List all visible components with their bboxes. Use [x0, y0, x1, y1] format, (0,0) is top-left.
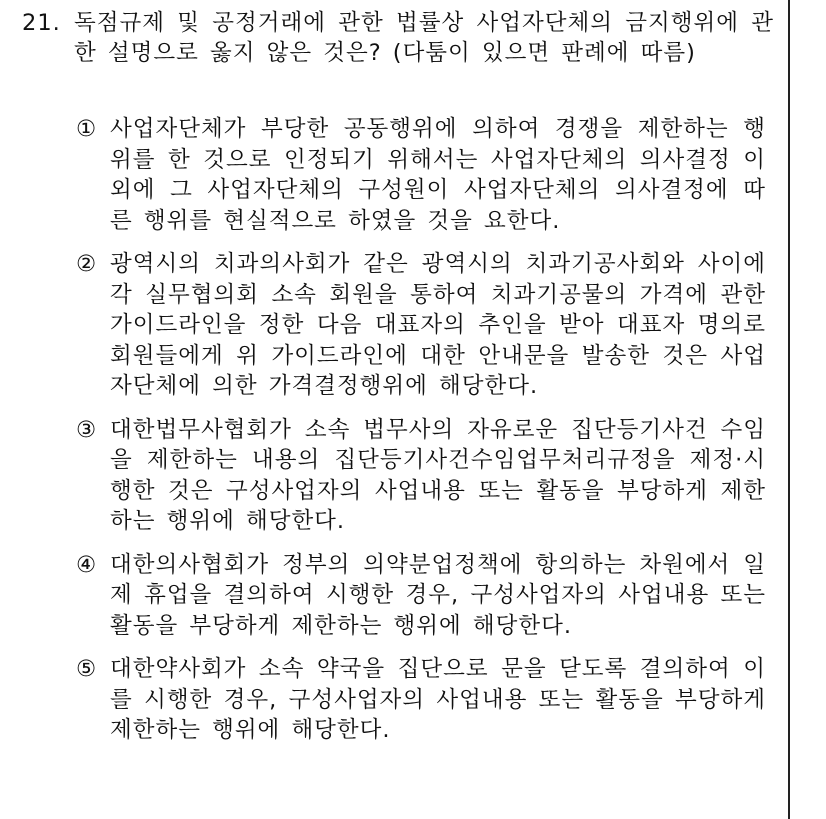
- option-2-marker: ②: [76, 251, 98, 277]
- option-3-marker: ③: [76, 416, 98, 443]
- option-3[interactable]: [76, 415, 766, 537]
- option-4-text: 대한의사협회가 정부의 의약분업정책에 항의하는 차원에서 일제 휴업을 결의하여 시행한 경우, 구성사업자의 사업내용 또는 활동을 부당하게 제한하는 행위에 해당한다.: [110, 551, 766, 639]
- option-5[interactable]: [76, 654, 766, 746]
- option-4-marker: ④: [76, 551, 98, 578]
- option-1[interactable]: [76, 114, 766, 236]
- question-block: [22, 8, 774, 68]
- question-stem: 독점규제 및 공정거래에 관한 법률상 사업자단체의 금지행위에 관한 설명으로 옳지 않은 것은? (다툼이 있으면 판례에 따름): [74, 10, 774, 66]
- option-1-marker: ①: [76, 116, 98, 142]
- option-3-text: 대한법무사협회가 소속 법무사의 자유로운 집단등기사건 수임을 제한하는 내용의 집단등기사건수임업무처리규정을 제정·시행한 것은 구성사업자의 사업내용 또는 활동을 부당하게 제한하는 행위에 해당한다.: [110, 416, 766, 534]
- option-5-marker: ⑤: [76, 656, 98, 682]
- option-5-text: 대한약사회가 소속 약국을 집단으로 문을 닫도록 결의하여 이를 시행한 경우, 구성사업자의 사업내용 또는 활동을 부당하게 제한하는 행위에 해당한다.: [110, 656, 766, 743]
- option-2[interactable]: [76, 249, 766, 402]
- answer-options: [76, 114, 766, 759]
- option-1-text: 사업자단체가 부당한 공동행위에 의하여 경쟁을 제한하는 행위를 한 것으로 인정되기 위해서는 사업자단체의 의사결정 이외에 그 사업자단체의 구성원이 사업자단체의 의사결정에 따른 행위를 현실적으로 하였을 것을 요한다.: [110, 116, 766, 234]
- option-2-text: 광역시의 치과의사회가 같은 광역시의 치과기공사회와 사이에 각 실무협의회 소속 회원을 통하여 치과기공물의 가격에 관한 가이드라인을 정한 다음 대표자의 추인을 받아 대표자 명의로 회원들에게 위 가이드라인에 대한 안내문을 발송한 것은 사업자단체에 의한 가격결정행위에 해당한다.: [110, 251, 766, 399]
- option-4[interactable]: [76, 550, 766, 642]
- question-number: 21.: [22, 10, 61, 36]
